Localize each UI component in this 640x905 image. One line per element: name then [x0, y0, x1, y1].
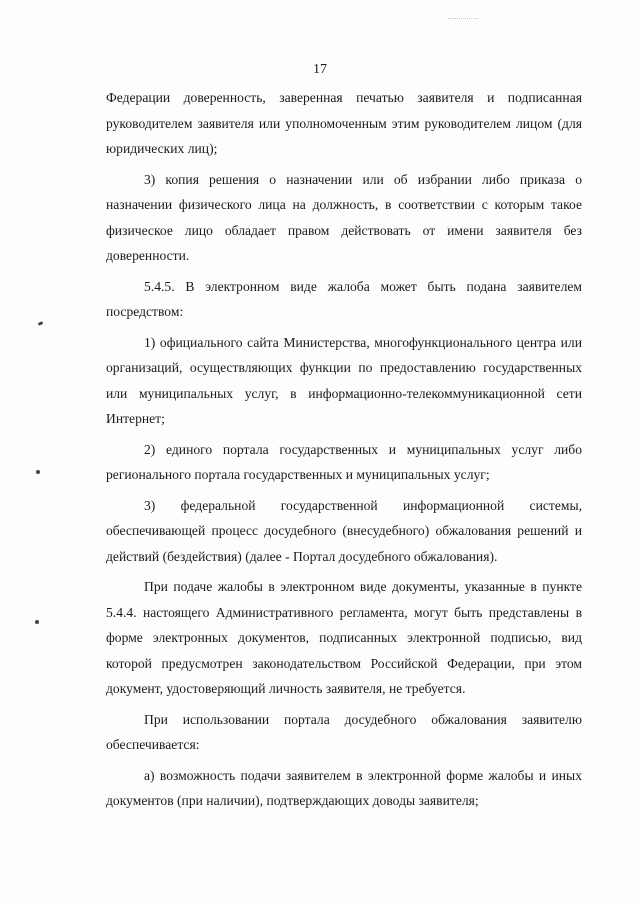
paragraph-item-2-unified-portal: 2) единого портала государственных и муниципальных услуг либо регионального портала государственных и муниципальных услуг; — [106, 441, 582, 482]
scan-specks — [448, 18, 478, 23]
document-body — [106, 85, 582, 819]
paragraph-continuation: Федерации доверенность, заверенная печатью заявителя и подписанная руководителем заявителя или уполномоченным этим руководителем лицом (для юридических лиц); — [106, 90, 582, 156]
paragraph-item-3-federal-system: 3) федеральной государственной информационной системы, обеспечивающей процесс досудебного (внесудебного) обжалования решений и действий (бездействия) (далее - Портал досудебного обжалования). — [106, 497, 582, 564]
paragraph-item-3-decision-copy: 3) копия решения о назначении или об избрании либо приказа о назначении физического лица на должность, в соответствии с которым такое физическое лицо обладает правом действовать от имени заявителя без доверенности. — [106, 171, 582, 263]
paragraph-item-1-official-site: 1) официального сайта Министерства, многофункционального центра или организаций, осуществляющих функции по предоставлению государственных или муниципальных услуг, в информационно-телекоммуникационной сети Интернет; — [106, 334, 582, 426]
scan-mark — [36, 470, 40, 474]
paragraph-5-4-5: 5.4.5. В электронном виде жалоба может быть подана заявителем посредством: — [106, 278, 582, 319]
scan-mark — [38, 321, 44, 326]
scan-mark — [35, 620, 39, 624]
page-number: 17 — [313, 62, 327, 77]
paragraph-item-a-submission: а) возможность подачи заявителем в электронной форме жалобы и иных документов (при наличии), подтверждающих доводы заявителя; — [106, 767, 582, 808]
paragraph-electronic-documents: При подаче жалобы в электронном виде документы, указанные в пункте 5.4.4. настоящего Административного регламента, могут быть представлены в форме электронных документов, подписанных электронной подписью, вид которой предусмотрен законодательством Российской Федерации, при этом документ, удостоверяющий личность заявителя, не требуется. — [106, 579, 582, 696]
paragraph-portal-usage: При использовании портала досудебного обжалования заявителю обеспечивается: — [106, 711, 582, 752]
